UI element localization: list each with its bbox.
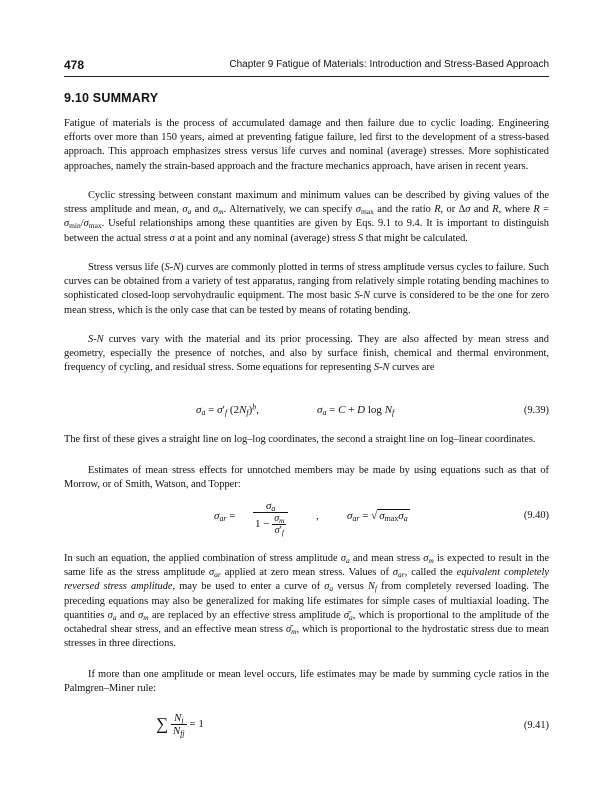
- swt-equation: $\sigma_{ar}$ = √ $\sigma_{max}\sigma_a$: [347, 510, 408, 523]
- paragraph-2: Cyclic stressing between constant maximum and minimum values can be described by giving values of the stress amplitude and mean, $\sigma_a$ and $\sigma_m$. Alternatively, we can specify $\sigma_{max}$ and the ratio R, or Δσ and R, where $R = \sigma_{min}/\sigma_{max}$. Useful relationships among these quantities are given by Eqs. 9.1 to 9.4. It is important to distinguish between the actual stress σ at a point and any nominal (average) stress S that might be calculated.: [64, 190, 549, 244]
- paragraph-1: Fatigue of materials is the process of accumulated damage and then failure due to cyclic loading. Engineering efforts over more than 150 years, aimed at preventing fatigue failure, led first to the development of a stress-based approach. This approach emphasizes stress versus life curves and nominal (average) stresses. More sophisticated approaches, namely the strain-based approach and the fracture mechanics approach, have arisen in recent years.: [64, 118, 549, 172]
- running-header: [64, 58, 549, 74]
- chapter-title: Chapter 9 Fatigue of Materials: Introduction and Stress-Based Approach: [229, 59, 549, 70]
- paragraph-8: If more than one amplitude or mean level occurs, life estimates may be made by summing cycle ratios in the Palmgren–Miner rule:: [64, 669, 549, 695]
- equation-9-41: [64, 706, 549, 742]
- section-heading: 9.10 SUMMARY: [64, 91, 159, 105]
- basquin-equation: $\sigma_a = \sigma'_f$ $(2N_f)^b$,: [196, 402, 259, 417]
- equation-number: (9.39): [523, 405, 549, 416]
- morrow-fraction: $\sigma_a$ 1 − $\frac{\sigma_m}{\sigma'_f}$: [253, 500, 288, 536]
- page-number: 478: [64, 58, 85, 72]
- equation-9-39: [64, 404, 549, 420]
- palmgren-miner-equation: ∑ $\frac{N_j}{N_{fj}}$ = 1: [156, 712, 204, 738]
- paragraph-3: Stress versus life (S-N) curves are commonly plotted in terms of stress amplitude versus cycles to failure. Such curves can be obtained from a variety of test apparatus, ranging from relatively simple rotating bending machines to sophisticated closed-loop servohydraulic equipment. The most basic S-N curve is considered to be the one for zero mean stress, which is the only case that can be tested by means of rotating bending.: [64, 262, 549, 316]
- paragraph-4: S-N curves vary with the material and its prior processing. They are also affected by mean stress and geometry, especially the presence of notches, and also by surface finish, chemical and thermal environment, frequency of cycling, and residual stress. Some equations for representing S-N curves are: [64, 334, 549, 374]
- paragraph-7: In such an equation, the applied combination of stress amplitude $\sigma_a$ and mean stress $\sigma_m$ is expected to result in the same life as the stress amplitude $\sigma_{ar}$ applied at zero mean stress. Values of $\sigma_{ar}$, called the equivalent completely reversed stress amplitude, may be used to enter a curve of $\sigma_a$ versus $N_f$ from completely reversed loading. The preceding equations may also be generalized for making life estimates for simple cases of multiaxial loading. The quantities $\sigma_a$ and $\sigma_m$ are replaced by an effective stress amplitude $\sigmā_a$, which is proportional to the amplitude of the octahedral shear stress, and an effective mean stress $\sigmā_m$, which is proportional to the hydrostatic stress due to mean stresses in three directions.: [64, 553, 550, 650]
- log-linear-equation: $\sigma_a = C + D$ $\log N_f$: [317, 404, 395, 417]
- equation-9-40: $\sigma_{ar}$ = $\sigma_a$ 1 − $\frac{\sigma_m}{\sigma'_f}$ , $\sigma_{ar}$ = √ $\sigma_{max}\sigma_a$ (9.40): [214, 500, 549, 537]
- paragraph-5: The first of these gives a straight line on log–log coordinates, the second a straight line on log–linear coordinates.: [64, 434, 536, 445]
- paragraph-6: Estimates of mean stress effects for unnotched members may be made by using equations such as that of Morrow, or of Smith, Watson, and Topper:: [64, 465, 549, 491]
- equation-number: (9.40): [523, 510, 549, 521]
- equation-number: (9.41): [523, 720, 549, 731]
- morrow-equation: $\sigma_{ar}$ =: [214, 510, 236, 523]
- header-rule: [64, 76, 549, 77]
